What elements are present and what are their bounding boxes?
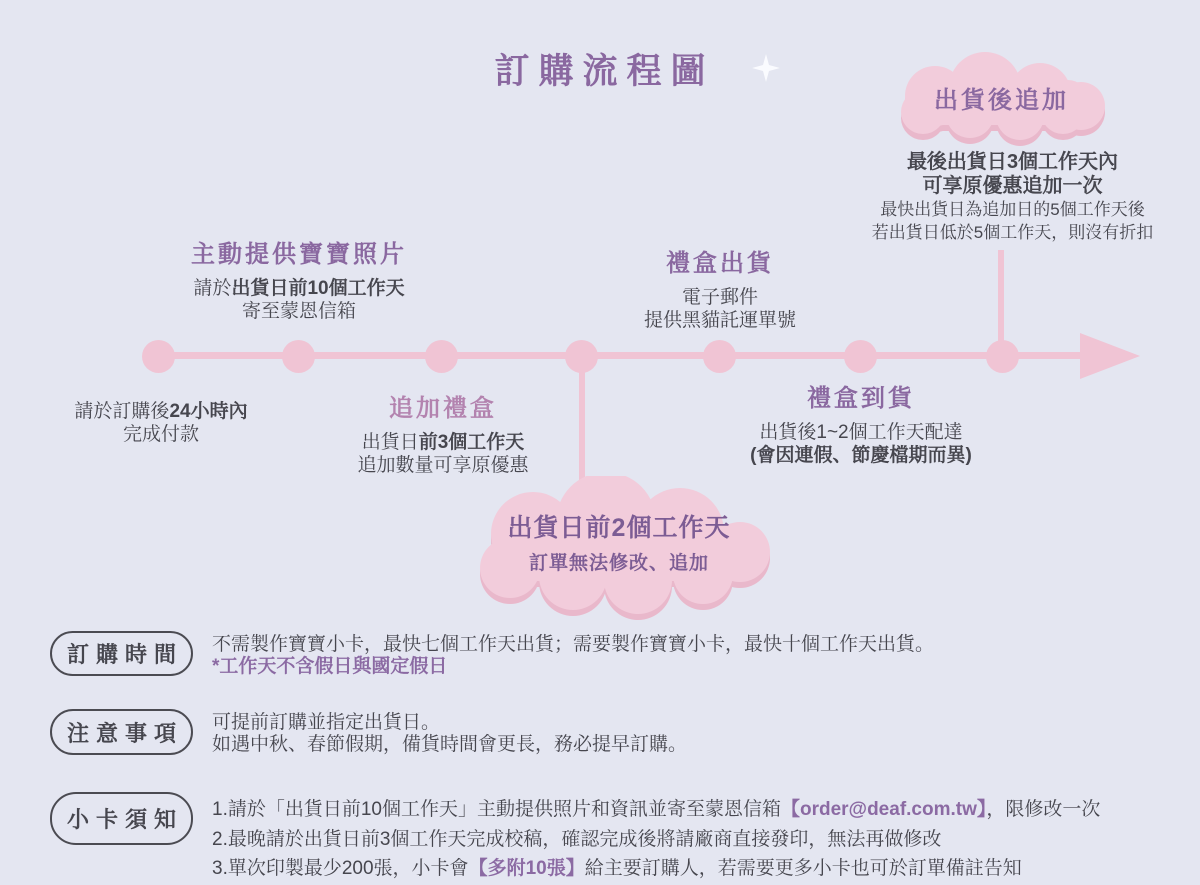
order-time-note [212, 634, 934, 678]
node-addon-giftbox [293, 395, 593, 477]
node-addon-giftbox-line2: 追加數量可享原優惠 [357, 455, 529, 476]
node-giftbox-arrival-line1: 出貨後1~2個工作天配達 [759, 422, 963, 443]
order-time-pill [50, 631, 193, 676]
after-ship-line1-bold: 3個工作天內 [1006, 151, 1119, 173]
node-provide-photos-line1 [139, 277, 459, 300]
card-info-line1-prefix: 1.請於「出貨日前10個工作天」主動提供照片和資訊並寄至蒙恩信箱 [212, 799, 781, 820]
card-info-line3-prefix: 3.單次印製最少200張，小卡會 [212, 858, 469, 879]
after-ship-addon-details [825, 150, 1200, 244]
after-ship-addon-cloud [885, 48, 1115, 148]
after-ship-addon-cloud-label: 出貨後追加 [934, 87, 1069, 114]
page-title: 訂購流程圖 [494, 52, 715, 91]
timeline-arrow-icon [1080, 333, 1140, 379]
timeline-dot-deadline [565, 340, 598, 373]
card-info-line3-extra: 【多附10張】 [468, 858, 585, 879]
attention-note-line1: 可提前訂購並指定出貨日。 [212, 712, 441, 733]
order-time-note-line1: 不需製作寶寶小卡，最快七個工作天出貨；需要製作寶寶小卡，最快十個工作天出貨。 [212, 634, 935, 655]
deadline-cloud [458, 476, 780, 622]
deadline-cloud-text [458, 514, 780, 575]
node-giftbox-arrival-line2: (會因連假、節慶檔期而異) [750, 445, 972, 466]
card-info-line3-suffix: 給主要訂購人，若需要更多小卡也可於訂單備註告知 [584, 858, 1022, 879]
card-info-line1-suffix: ，限修改一次 [986, 799, 1101, 820]
node-payment-line1-prefix: 請於訂購後 [74, 401, 170, 422]
sparkle-icon [750, 52, 782, 84]
attention-pill-label: 注意事項 [66, 720, 183, 746]
node-giftbox-ship-line2: 提供黑貓託運單號 [643, 310, 796, 331]
card-info-pill [50, 792, 193, 845]
timeline-dot-ship [703, 340, 736, 373]
node-giftbox-ship-line1: 電子郵件 [681, 287, 758, 308]
node-provide-photos [139, 241, 459, 323]
node-provide-photos-line2: 寄至蒙恩信箱 [241, 301, 356, 322]
deadline-cloud-title: 出貨日前2個工作天 [507, 514, 731, 542]
card-info-line1-email: 【order@deaf.com.tw】 [780, 799, 987, 820]
node-addon-giftbox-title: 追加禮盒 [389, 395, 497, 422]
card-info-note [212, 795, 1100, 884]
node-provide-photos-line1-bold: 出貨日前10個工作天 [231, 278, 405, 299]
node-addon-line1-bold: 前3個工作天 [418, 432, 525, 453]
attention-pill [50, 709, 193, 755]
node-giftbox-arrival [711, 385, 1011, 467]
attention-note-line2: 如遇中秋、春節假期，備貨時間會更長，務必提早訂購。 [212, 734, 688, 755]
node-payment [31, 400, 291, 446]
timeline-dot-addon [425, 340, 458, 373]
node-giftbox-ship [570, 250, 870, 332]
timeline-dot-payment [142, 340, 175, 373]
node-payment-line1 [31, 400, 291, 423]
node-giftbox-ship-title: 禮盒出貨 [666, 250, 774, 277]
node-provide-photos-line1-prefix: 請於 [193, 278, 232, 299]
deadline-cloud-subtitle: 訂單無法修改、追加 [528, 553, 709, 574]
node-provide-photos-title: 主動提供寶寶照片 [191, 241, 407, 268]
after-ship-detail-line1 [825, 150, 1200, 174]
node-payment-line2: 完成付款 [122, 424, 199, 445]
card-info-note-line1 [212, 795, 1100, 825]
node-giftbox-arrival-title: 禮盒到貨 [807, 385, 915, 412]
attention-note [212, 712, 687, 756]
card-info-pill-label: 小卡須知 [66, 807, 183, 832]
card-info-note-line3 [212, 854, 1100, 884]
after-ship-line1-prefix: 最後出貨日 [906, 151, 1007, 173]
order-time-note-line2: *工作天不含假日與國定假日 [212, 656, 448, 677]
node-addon-line1-prefix: 出貨日 [361, 432, 419, 453]
timeline-dot-arrival [844, 340, 877, 373]
order-time-pill-label: 訂購時間 [66, 642, 183, 667]
after-ship-detail-line4: 若出貨日低於5個工作天，則沒有折扣 [871, 223, 1154, 242]
after-ship-detail-line3: 最快出貨日為追加日的5個工作天後 [880, 200, 1145, 219]
timeline-dot-aftership [986, 340, 1019, 373]
after-ship-detail-line2: 可享原優惠追加一次 [922, 175, 1103, 197]
timeline-dot-photo [282, 340, 315, 373]
node-addon-giftbox-line1 [293, 431, 593, 454]
card-info-note-line2: 2.最晚請於出貨日前3個工作天完成校稿，確認完成後將請廠商直接發印，無法再做修改 [212, 828, 942, 850]
node-payment-line1-bold: 24小時內 [169, 401, 248, 422]
